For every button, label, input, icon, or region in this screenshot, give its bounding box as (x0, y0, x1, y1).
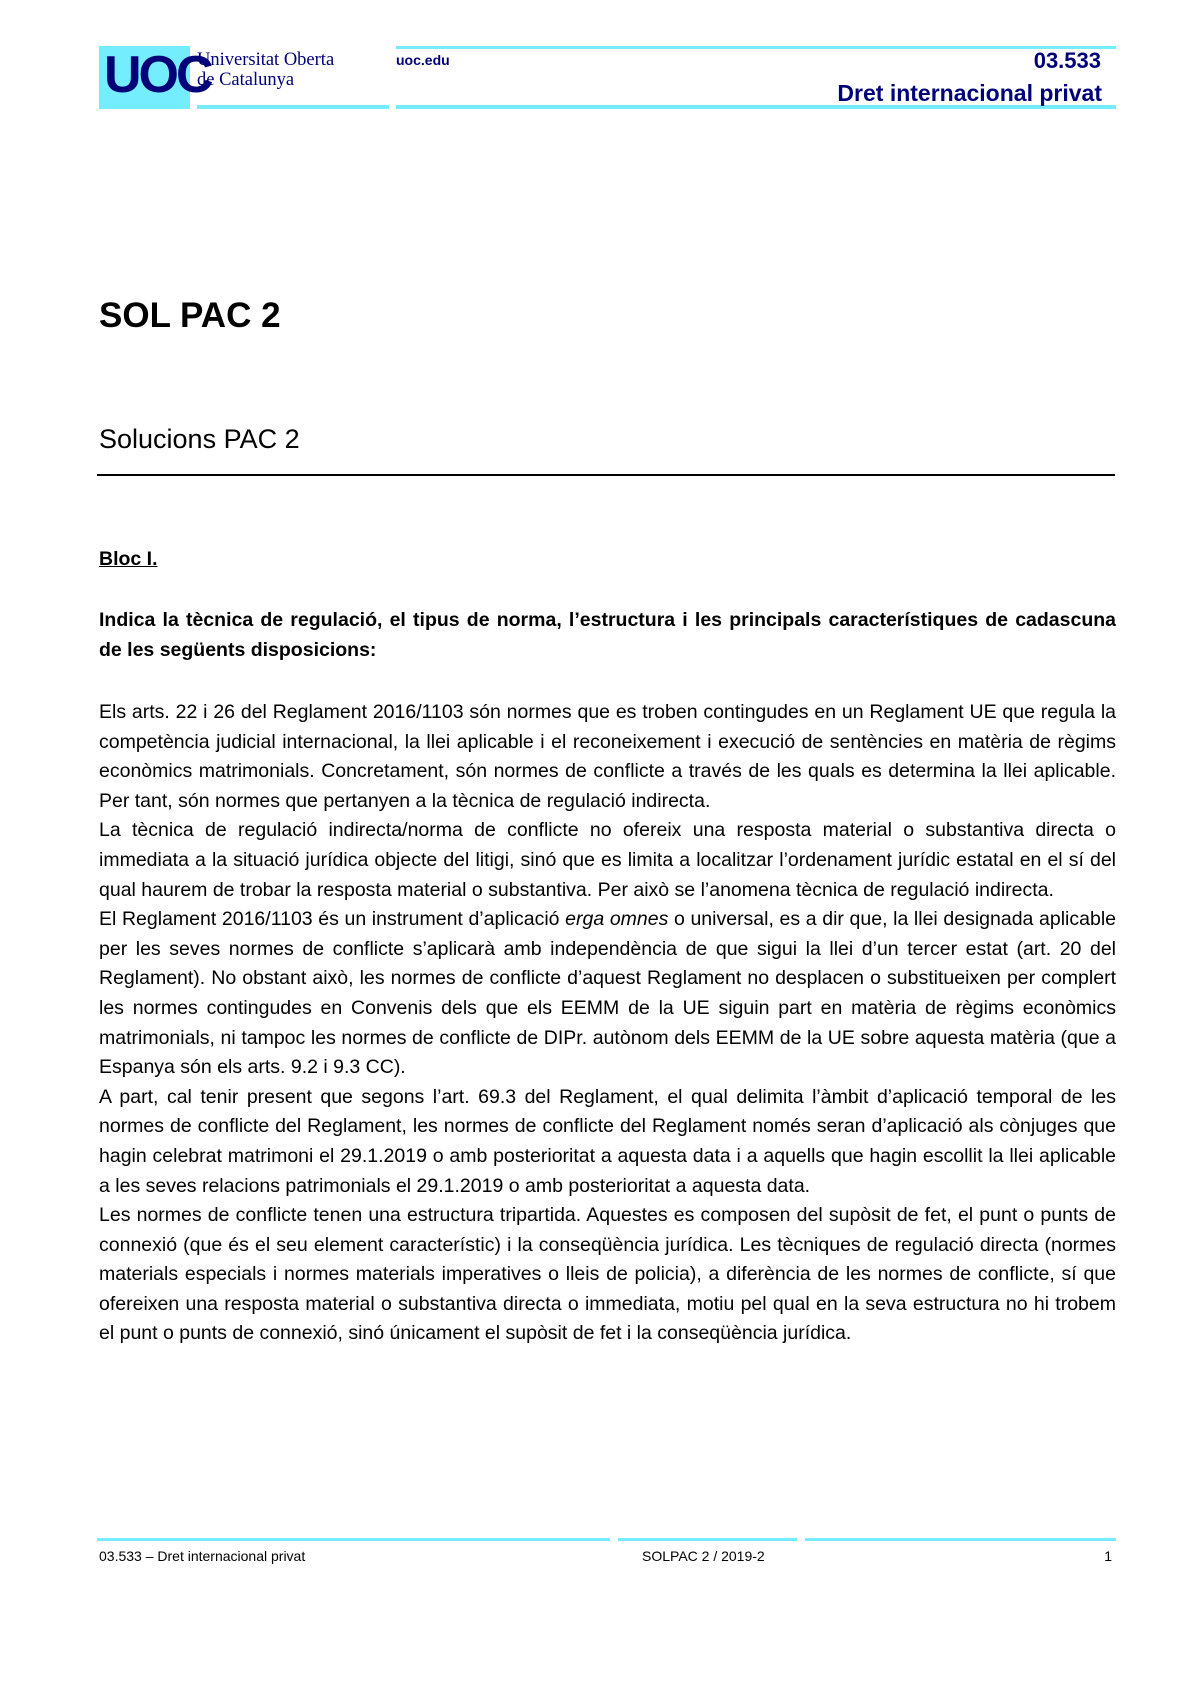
university-name-line2: de Catalunya (197, 70, 295, 90)
answer-body (99, 698, 1116, 1349)
footer-rule-right (805, 1538, 1116, 1541)
answer-paragraph-4: A part, cal tenir present que segons l’art. 69.3 del Reglament, el qual delimita l’àmbit d’aplicació temporal de les normes de conflicte del Reglament, les normes de conflicte del Reglament només seran d’aplicació als cònjuges que hagin celebrat matrimoni el 29.1.2019 o amb posterioritat a aquesta data i a aquells que hagin escollit la llei aplicable a les seves relacions patrimonials el 29.1.2019 o amb posterioritat a aquesta data. (99, 1085, 1116, 1197)
paragraph-3-end: o universal, es a dir que, la llei designada aplicable per les seves normes de conflicte s’aplicarà amb independència de que sigui la llei d’un tercer estat (art. 20 del Reglament). No obstant això, les normes de conflicte d’aquest Reglament no desplacen o substitueixen per complert les normes contingudes en Convenis dels que els EEMM de la UE siguin part en matèria de règims econòmics matrimonials, ni tampoc les normes de conflicte de DIPr. autònom dels EEMM de la UE sobre aquesta matèria (que a Espanya són els arts. 9.2 i 9.3 CC). (99, 908, 1116, 1079)
paragraph-3-start: El Reglament 2016/1103 és un instrument d’aplicació (99, 908, 566, 931)
footer-rule-center (618, 1538, 797, 1541)
question-text: Indica la tècnica de regulació, el tipus de norma, l’estructura i les principals característiques de cadascuna de les següents disposicions: (99, 609, 1116, 661)
page-number: 1 (1104, 1548, 1112, 1564)
document-title: SOL PAC 2 (99, 296, 281, 335)
university-name (197, 50, 334, 90)
title-divider (97, 474, 1115, 476)
header-rule-left (197, 105, 389, 109)
answer-paragraph-3 (99, 905, 1116, 1083)
answer-paragraph-5: Les normes de conflicte tenen una estructura tripartida. Aquestes es composen del supòsit de fet, el punt o punts de connexió (que és el seu element característic) i la conseqüència jurídica. Les tècniques de regulació directa (normes materials especials i normes materials imperatives o lleis de policia), a diferència de les normes de conflicte, sí que ofereixen una resposta material o substantiva directa o immediata, motiu pel qual en la seva estructura no hi trobem el punt o punts de connexió, sinó únicament el supòsit de fet i la conseqüència jurídica. (99, 1204, 1116, 1345)
course-name: Dret internacional privat (837, 80, 1102, 106)
answer-paragraph-2: La tècnica de regulació indirecta/norma de conflicte no ofereix una resposta material o substantiva directa o immediata a la situació jurídica objecte del litigi, sinó que es limita a localitzar l’ordenament jurídic estatal en el sí del qual haurem de trobar la resposta material o substantiva. Per això se l’anomena tècnica de regulació indirecta. (99, 819, 1116, 901)
university-name-line1: Universitat Oberta (197, 50, 335, 70)
document-subtitle: Solucions PAC 2 (99, 424, 300, 454)
uoc-logo: UOC (104, 46, 211, 104)
header-rule-top (396, 46, 1116, 49)
website-link[interactable]: uoc.edu (396, 52, 450, 68)
footer-course: 03.533 – Dret internacional privat (99, 1548, 306, 1564)
section-heading: Bloc I. (99, 548, 158, 570)
answer-paragraph-1: Els arts. 22 i 26 del Reglament 2016/1103 són normes que es troben contingudes en un Reglament UE que regula la competència judicial internacional, la llei aplicable i el reconeixement i execució de sentències en matèria de règims econòmics matrimonials. Concretament, són normes de conflicte a través de les quals es determina la llei aplicable. Per tant, són normes que pertanyen a la tècnica de regulació indirecta. (99, 701, 1116, 812)
footer-doc-id: SOLPAC 2 / 2019-2 (642, 1548, 765, 1564)
footer-rule-left (97, 1538, 610, 1541)
latin-term: erga omnes (565, 908, 669, 931)
course-code: 03.533 (1033, 48, 1101, 73)
